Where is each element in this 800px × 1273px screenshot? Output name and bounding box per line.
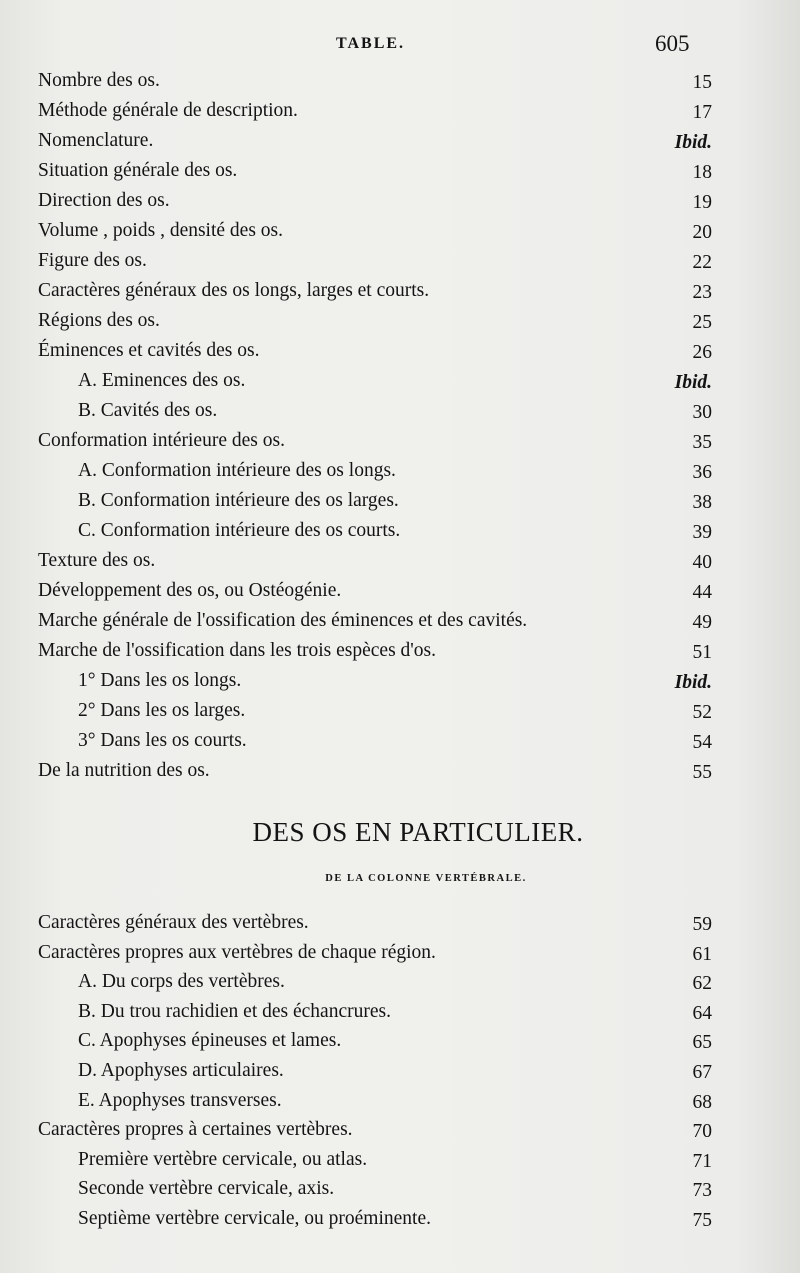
toc-entry-label: Septième vertèbre cervicale, ou proéminente. <box>78 1208 431 1229</box>
toc-entry <box>0 220 800 250</box>
toc-entry-page: 71 <box>692 1150 712 1172</box>
toc-entry-label: Texture des os. <box>38 550 156 571</box>
toc-entry-label: Caractères propres à certaines vertèbres. <box>38 1119 353 1141</box>
toc-entry <box>0 1208 800 1238</box>
page-header <box>0 33 800 61</box>
toc-entry-label: Nomenclature. <box>38 130 154 151</box>
toc-entry <box>0 70 800 100</box>
toc-entry-label: Caractères généraux des os longs, larges et courts. <box>38 280 430 301</box>
toc-entry <box>0 370 800 400</box>
toc-entry-page: 25 <box>692 312 712 333</box>
toc-entry <box>0 580 800 610</box>
toc-entry-page: 55 <box>692 762 712 783</box>
toc-entry-label: Caractères généraux des vertèbres. <box>38 912 309 933</box>
toc-entry <box>0 430 800 460</box>
toc-entry <box>0 1178 800 1208</box>
toc-entry-page: 61 <box>692 943 712 965</box>
toc-entry <box>0 670 800 700</box>
toc-entry <box>0 1030 800 1060</box>
toc-entry-label: A. Conformation intérieure des os longs. <box>78 460 396 481</box>
toc-entry <box>0 1001 800 1031</box>
toc-entry-label: Seconde vertèbre cervicale, axis. <box>78 1178 335 1200</box>
toc-entry-page: 30 <box>692 402 712 423</box>
toc-entry-page: 52 <box>692 702 712 723</box>
toc-entry-label: Éminences et cavités des os. <box>38 340 260 361</box>
running-title: TABLE. <box>336 35 406 52</box>
toc-entry-page: 68 <box>692 1091 712 1113</box>
toc-entry-page: 49 <box>692 612 712 633</box>
toc-entry-page: 36 <box>692 462 712 483</box>
toc-entry-page: 70 <box>692 1121 712 1143</box>
toc-entry <box>0 250 800 280</box>
toc-entry-label: 3° Dans les os courts. <box>78 730 247 751</box>
toc-entry-page: 39 <box>692 522 712 543</box>
toc-entry-label: Première vertèbre cervicale, ou atlas. <box>78 1148 368 1170</box>
toc-entry-page: Ibid. <box>674 672 712 693</box>
toc-entry <box>0 730 800 760</box>
toc-entry-label: Conformation intérieure des os. <box>38 430 285 451</box>
toc-entry <box>0 160 800 190</box>
toc-entry <box>0 1119 800 1149</box>
toc-entry <box>0 340 800 370</box>
toc-entry <box>0 700 800 730</box>
toc-entry-page: 19 <box>692 192 712 213</box>
toc-entry <box>0 1090 800 1120</box>
toc-entry-page: 73 <box>692 1180 712 1202</box>
toc-entry-label: A. Eminences des os. <box>78 370 246 391</box>
toc-entry <box>0 942 800 972</box>
toc-entry-page: 17 <box>692 102 712 123</box>
toc-entry-label: Nombre des os. <box>38 70 160 91</box>
toc-entry-label: 2° Dans les os larges. <box>78 700 246 721</box>
toc-entry <box>0 100 800 130</box>
toc-entry <box>0 912 800 942</box>
toc-entry <box>0 280 800 310</box>
toc-entry <box>0 520 800 550</box>
toc-entry-page: 54 <box>692 732 712 753</box>
toc-entry-page: 38 <box>692 492 712 513</box>
toc-entry-label: Figure des os. <box>38 250 147 271</box>
toc-entry <box>0 400 800 430</box>
toc-entry <box>0 1060 800 1090</box>
toc-entry-label: Régions des os. <box>38 310 160 331</box>
toc-entry <box>0 190 800 220</box>
toc-entry-page: Ibid. <box>674 132 712 153</box>
toc-entry <box>0 1149 800 1179</box>
page-number: 605 <box>655 31 690 56</box>
toc-entry <box>0 310 800 340</box>
toc-entry-label: Volume , poids , densité des os. <box>38 220 284 241</box>
toc-entry-page: 64 <box>692 1002 712 1024</box>
toc-entry-label: E. Apophyses transverses. <box>78 1089 282 1111</box>
toc-entry-label: Méthode générale de description. <box>38 100 298 121</box>
toc-entry-label: Marche de l'ossification dans les trois espèces d'os. <box>38 640 437 661</box>
toc-entry-label: Développement des os, ou Ostéogénie. <box>38 580 342 601</box>
toc-entry-page: 35 <box>692 432 712 453</box>
toc-entry <box>0 610 800 640</box>
toc-entry-label: D. Apophyses articulaires. <box>78 1060 284 1081</box>
toc-entry-page: 75 <box>692 1210 712 1231</box>
toc-entry <box>0 130 800 160</box>
toc-entry <box>0 640 800 670</box>
toc-entry-label: Direction des os. <box>38 190 170 211</box>
toc-entry-label: C. Conformation intérieure des os courts. <box>78 520 401 541</box>
toc-entry-page: Ibid. <box>674 372 712 393</box>
toc-entry <box>0 460 800 490</box>
toc-entry-page: 15 <box>692 72 712 93</box>
toc-entry <box>0 550 800 580</box>
toc-entry-label: B. Du trou rachidien et des échancrures. <box>78 1000 391 1022</box>
toc-entry-page: 67 <box>692 1062 712 1083</box>
toc-entry-label: A. Du corps des vertèbres. <box>78 971 285 993</box>
toc-entry-label: Caractères propres aux vertèbres de chaque région. <box>38 941 436 963</box>
toc-entry <box>0 971 800 1001</box>
toc-entry-page: 26 <box>692 342 712 363</box>
toc-entry-page: 22 <box>692 252 712 273</box>
toc-entry-label: B. Cavités des os. <box>78 400 218 421</box>
section-title: DES OS EN PARTICULIER. <box>252 817 584 847</box>
toc-entry-page: 51 <box>692 642 712 663</box>
toc-entry-label: C. Apophyses épineuses et lames. <box>78 1030 342 1052</box>
toc-entry-page: 59 <box>692 914 712 935</box>
toc-entry-page: 62 <box>692 973 712 995</box>
toc-entry-page: 18 <box>692 162 712 183</box>
toc-entry-page: 65 <box>692 1032 712 1054</box>
toc-entry-label: Marche générale de l'ossification des éminences et des cavités. <box>38 610 528 631</box>
toc-entry-label: B. Conformation intérieure des os larges. <box>78 490 399 511</box>
toc-entry <box>0 490 800 520</box>
toc-entry-page: 20 <box>692 222 712 243</box>
toc-entry-page: 23 <box>692 282 712 303</box>
toc-entry-label: Situation générale des os. <box>38 160 238 181</box>
toc-entry-page: 44 <box>692 582 712 603</box>
toc-entry <box>0 760 800 790</box>
toc-entry-label: De la nutrition des os. <box>38 760 210 781</box>
toc-entry-label: 1° Dans les os longs. <box>78 670 242 691</box>
toc-entry-page: 40 <box>692 552 712 573</box>
subsection-title: DE LA COLONNE VERTÉBRALE. <box>325 873 527 884</box>
